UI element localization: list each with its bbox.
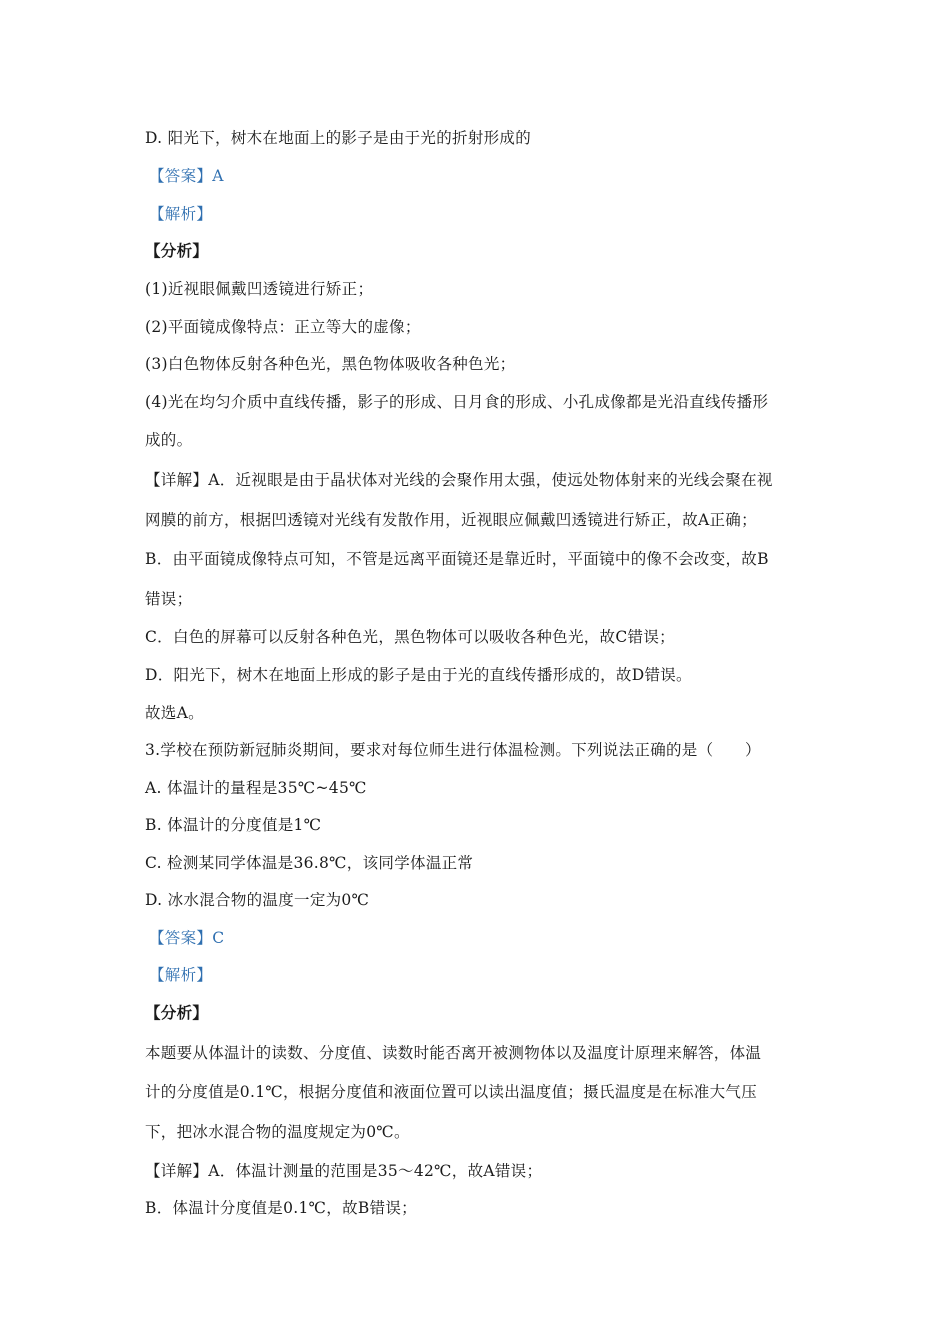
conclusion-q2: 故选A。 [145,704,204,722]
analysis-text-q3-cont2: 下，把冰水混合物的温度规定为0℃。 [145,1123,410,1141]
detail-b-q2-cont: 错误； [145,590,193,608]
analysis-heading-q2: 【解析】 [149,205,213,223]
detail-b-q2: B．由平面镜成像特点可知，不管是远离平面镜还是靠近时，平面镜中的像不会改变，故B [145,550,769,568]
option-d-q2: D. 阳光下，树木在地面上的影子是由于光的折射形成的 [145,129,532,147]
analysis-point-3: (3)白色物体反射各种色光，黑色物体吸收各种色光； [145,355,516,373]
analysis-point-1: (1)近视眼佩戴凹透镜进行矫正； [145,280,374,298]
detail-a-q3: 【详解】A．体温计测量的范围是35～42℃，故A错误； [145,1162,543,1180]
analysis-subheading-q2: 【分析】 [145,241,209,260]
detail-a-q2-cont: 网膜的前方，根据凹透镜对光线有发散作用，近视眼应佩戴凹透镜进行矫正，故A正确； [145,511,757,529]
answer-label-q2: 【答案】A [149,167,224,185]
detail-a-q2: 【详解】A．近视眼是由于晶状体对光线的会聚作用太强，使远处物体射来的光线会聚在视 [145,471,773,489]
detail-b-q3: B．体温计分度值是0.1℃，故B错误； [145,1199,417,1217]
analysis-subheading-q3: 【分析】 [145,1003,209,1022]
option-a-q3: A. 体温计的量程是35℃~45℃ [145,779,367,797]
analysis-text-q3-cont1: 计的分度值是0.1℃，根据分度值和液面位置可以读出温度值；摄氏温度是在标准大气压 [145,1083,757,1101]
answer-label-q3: 【答案】C [149,929,225,947]
analysis-text-q3: 本题要从体温计的读数、分度值、读数时能否离开被测物体以及温度计原理来解答，体温 [145,1044,762,1062]
question-3-stem: 3.学校在预防新冠肺炎期间，要求对每位师生进行体温检测。下列说法正确的是（ ） [145,741,761,759]
analysis-point-4: (4)光在均匀介质中直线传播，影子的形成、日月食的形成、小孔成像都是光沿直线传播形 [145,393,769,411]
option-c-q3: C. 检测某同学体温是36.8℃，该同学体温正常 [145,854,474,872]
option-b-q3: B. 体温计的分度值是1℃ [145,816,322,834]
analysis-point-4-cont: 成的。 [145,431,193,449]
analysis-point-2: (2)平面镜成像特点：正立等大的虚像； [145,318,421,336]
option-d-q3: D. 冰水混合物的温度一定为0℃ [145,891,370,909]
detail-c-q2: C．白色的屏幕可以反射各种色光，黑色物体可以吸收各种色光，故C错误； [145,628,675,646]
detail-d-q2: D．阳光下，树木在地面上形成的影子是由于光的直线传播形成的，故D错误。 [145,666,692,684]
analysis-heading-q3: 【解析】 [149,966,213,984]
